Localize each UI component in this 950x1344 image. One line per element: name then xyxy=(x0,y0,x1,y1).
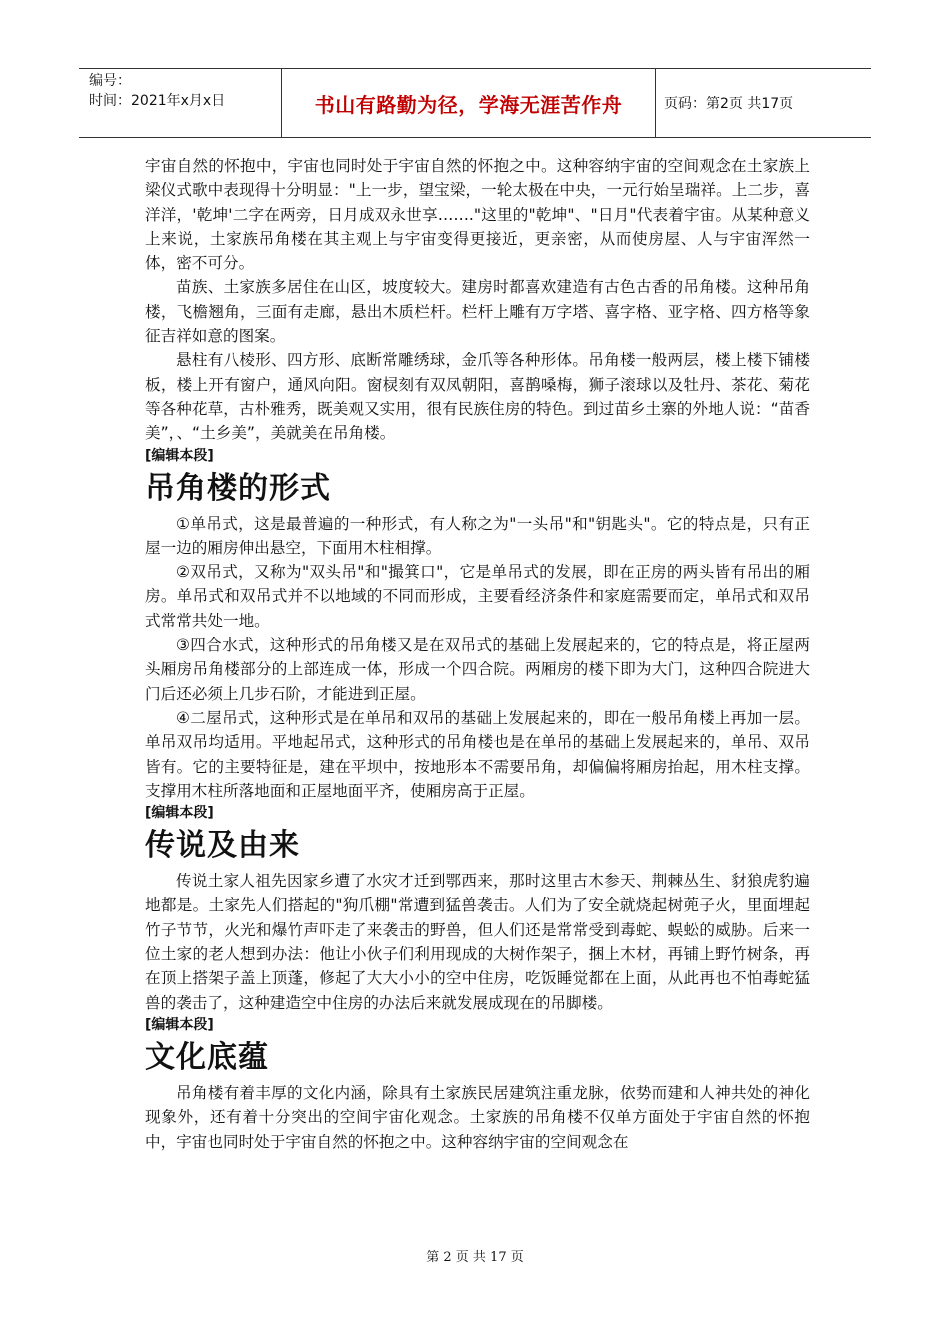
header-table xyxy=(79,68,871,138)
section-heading-forms: 吊角楼的形式 xyxy=(145,470,331,506)
edit-section-link[interactable]: [编辑本段] xyxy=(145,1016,214,1033)
paragraph: ④二屋吊式，这种形式是在单吊和双吊的基础上发展起来的，即在一般吊角楼上再加一层。单吊双吊均适用。平地起吊式，这种形式的吊角楼也是在单吊的基础上发展起来的，单吊、双吊皆有。它的主要特征是，建在平坝中，按地形本不需要吊角，却偏偏将厢房抬起，用木柱支撑。支撑用木柱所落地面和正屋地面平齐，使厢房高于正屋。 xyxy=(145,708,810,800)
paragraph: 吊角楼有着丰厚的文化内涵，除具有土家族民居建筑注重龙脉，依势而建和人神共处的神化现象外，还有着十分突出的空间宇宙化观念。土家族的吊角楼不仅单方面处于宇宙自然的怀抱中，宇宙也同时处于宇宙自然的怀抱之中。这种容纳宇宙的空间观念在 xyxy=(145,1083,810,1151)
time-label: 时间：2021年x月x日 xyxy=(89,93,226,109)
paragraph: 宇宙自然的怀抱中，宇宙也同时处于宇宙自然的怀抱之中。这种容纳宇宙的空间观念在土家族上梁仪式歌中表现得十分明显："上一步，望宝梁，一轮太极在中央，一元行始呈瑞祥。上二步，喜洋洋，'乾坤'二字在两旁，日月成双永世享……."这里的"乾坤"、"日月"代表着宇宙。从某种意义上来说，土家族吊角楼在其主观上与宇宙变得更接近，更亲密，从而使房屋、人与宇宙浑然一体，密不可分。 xyxy=(145,157,810,273)
paragraph: 悬柱有八棱形、四方形、底断常雕绣球，金爪等各种形体。吊角楼一般两层，楼上楼下铺楼板，楼上开有窗户，通风向阳。窗棂刻有双凤朝阳，喜鹊嗓梅，狮子滚球以及牡丹、茶花、菊花等各种花草，古朴雅秀，既美观又实用，很有民族住房的特色。到过苗乡土寨的外地人说：“苗香美”，、“土乡美”，美就美在吊角楼。 xyxy=(145,351,810,443)
section-heading-legend: 传说及由来 xyxy=(145,828,300,864)
paragraph: ②双吊式，又称为"双头吊"和"撮箕口"，它是单吊式的发展，即在正房的两头皆有吊出的厢房。单吊式和双吊式并不以地域的不同而形成，主要看经济条件和家庭需要而定，单吊式和双吊式常常共处一地。 xyxy=(145,563,810,630)
edit-section-link[interactable]: [编辑本段] xyxy=(145,805,214,822)
header-meta xyxy=(79,69,282,137)
paragraph: 传说土家人祖先因家乡遭了水灾才迁到鄂西来，那时这里古木参天、荆棘丛生、豺狼虎豹遍地都是。土家先人们搭起的"狗爪棚"常遭到猛兽袭击。人们为了安全就烧起树蔸子火，里面埋起竹子节节，火光和爆竹声吓走了来袭击的野兽，但人们还是常常受到毒蛇、蜈蚣的威胁。后来一位土家的老人想到办法：他让小伙子们利用现成的大树作架子，捆上木材，再铺上野竹树条，再在顶上搭架子盖上顶蓬，修起了大大小小的空中住房，吃饭睡觉都在上面，从此再也不怕毒蛇猛兽的袭击了，这种建造空中住房的办法后来就发展成现在的吊脚楼。 xyxy=(145,872,810,1012)
header-page-info: 页码：第2页 共17页 xyxy=(664,96,794,112)
paragraph: 苗族、土家族多居住在山区，坡度较大。建房时都喜欢建造有古色古香的吊角楼。这种吊角楼，飞檐翘角，三面有走廊，悬出木质栏杆。栏杆上雕有万字塔、喜字格、亚字格、四方格等象征吉祥如意的图案。 xyxy=(145,278,810,346)
paragraph: ③四合水式，这种形式的吊角楼又是在双吊式的基础上发展起来的，它的特点是，将正屋两头厢房吊角楼部分的上部连成一体，形成一个四合院。两厢房的楼下即为大门，这种四合院进大门后还必须上几步石阶，才能进到正屋。 xyxy=(145,636,810,703)
number-label: 编号： xyxy=(89,73,131,89)
header-motto: 书山有路勤为径，学海无涯苦作舟 xyxy=(282,69,656,137)
section-heading-culture: 文化底蕴 xyxy=(145,1039,269,1075)
edit-section-link[interactable]: [编辑本段] xyxy=(145,447,214,464)
document-body xyxy=(145,154,810,1154)
paragraph: ①单吊式，这是最普遍的一种形式，有人称之为"一头吊"和"钥匙头"。它的特点是，只有正屋一边的厢房伸出悬空，下面用木柱相撑。 xyxy=(145,514,810,557)
page-footer: 第 2 页 共 17 页 xyxy=(426,1250,524,1265)
